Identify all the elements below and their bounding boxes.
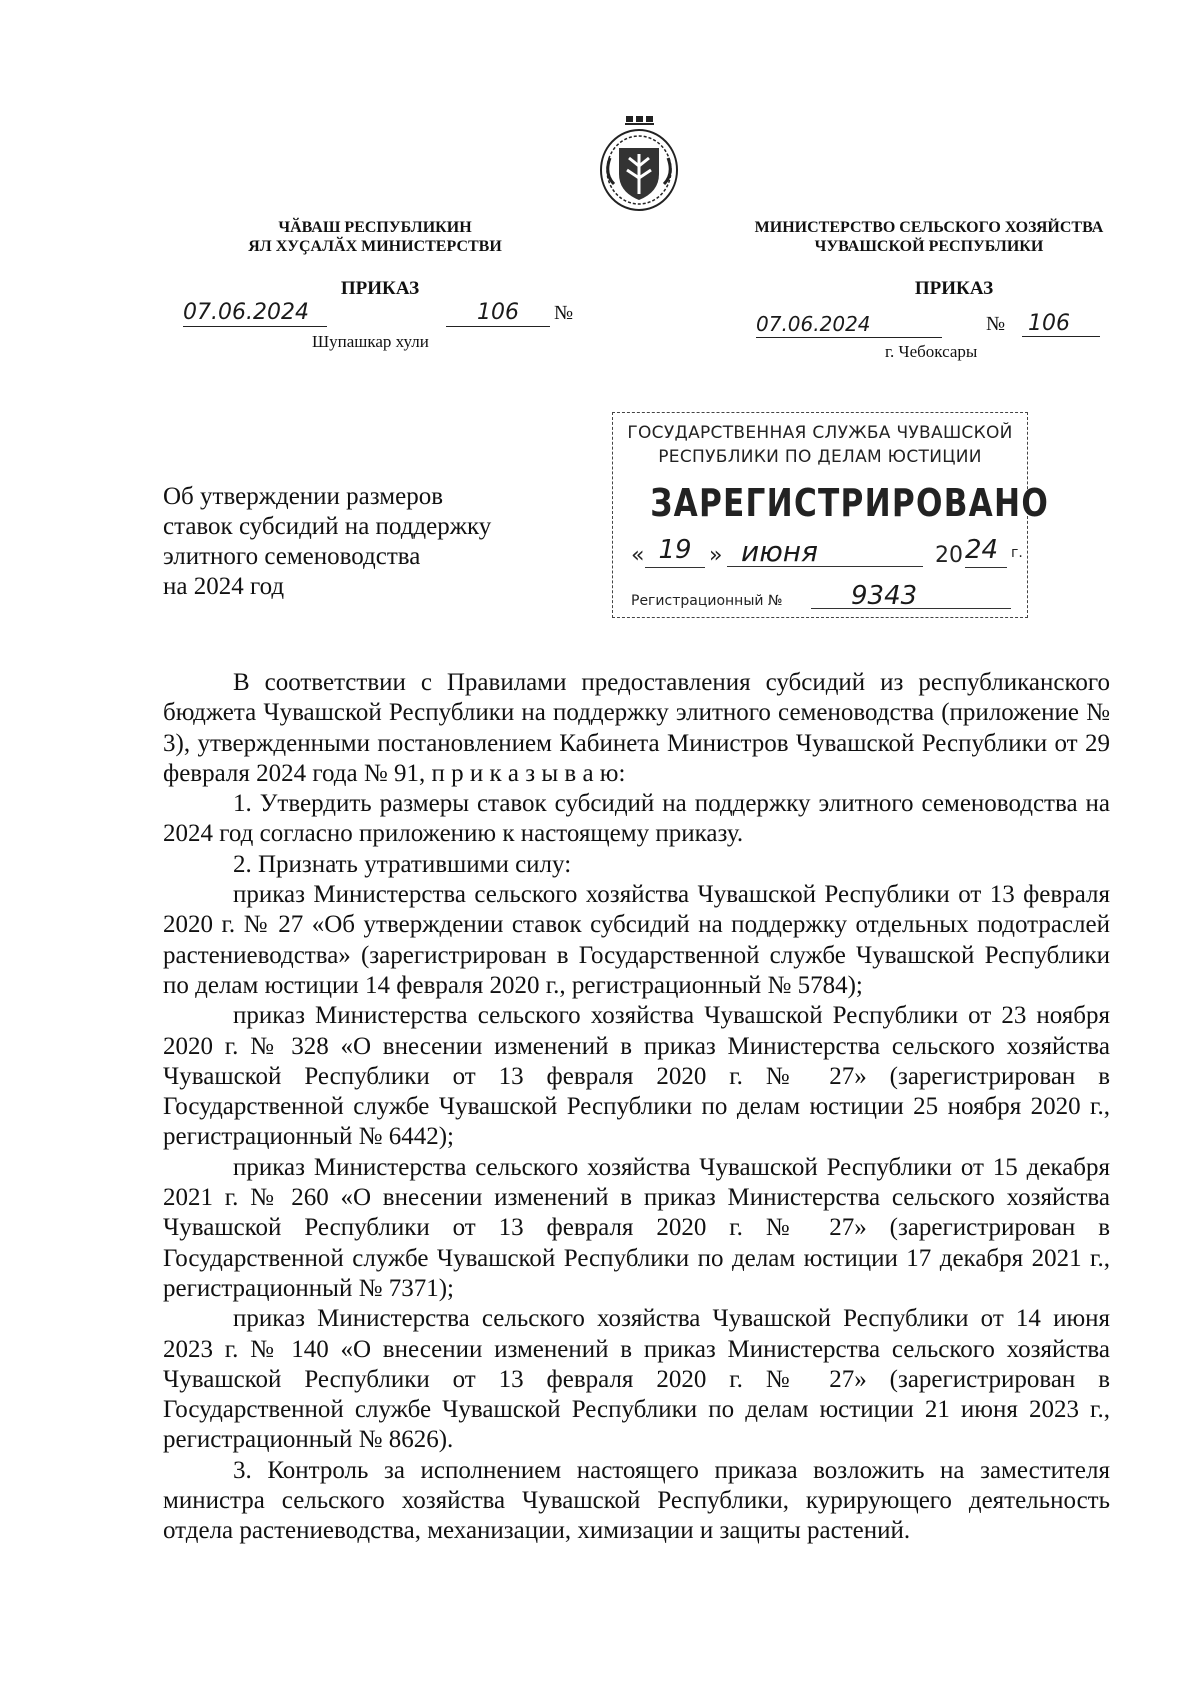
stamp-date-row (631, 535, 1021, 571)
ministry-name-chuvash-line2: ЯЛ ХУҪАЛӐХ МИНИСТЕРСТВИ (248, 238, 502, 255)
order-label-left: ПРИКАЗ (340, 278, 420, 299)
title-line4: на 2024 год (163, 573, 285, 600)
document-body (163, 668, 1110, 1547)
ministry-name-chuvash-line1: ЧӐВАШ РЕСПУБЛИКИН (278, 219, 472, 236)
item-2: 2. Признать утратившими силу: (233, 850, 572, 878)
registration-stamp (612, 412, 1050, 618)
stamp-month: июня (727, 535, 923, 567)
stamp-quote-open: « (631, 543, 645, 568)
stamp-registration-number: 9343 (811, 581, 1011, 609)
city-left: Шупашкар хули (312, 332, 429, 351)
ministry-name-russian-line1: МИНИСТЕРСТВО СЕЛЬСКОГО ХОЗЯЙСТВА (754, 219, 1104, 236)
stamp-registration-label: Регистрационный № (631, 593, 783, 609)
stamp-quote-close: » (709, 543, 723, 568)
preamble-text: В соответствии с Правилами предоставления субсидий из республиканского бюджета Чувашской Республики на поддержку элитного семеноводства (приложение № 3), утвержденными постановлением Кабинета Министров Чувашской Республики от 29 февраля 2024 года № 91, (163, 669, 1110, 787)
order-number-right: 106 (1022, 311, 1100, 337)
stamp-agency-line1: ГОСУДАРСТВЕННАЯ СЛУЖБА ЧУВАШСКОЙ (627, 423, 1013, 443)
order-date-right: 07.06.2024 (756, 311, 942, 338)
order-label-right: ПРИКАЗ (914, 278, 994, 299)
stamp-year-prefix: 20 (935, 543, 963, 568)
stamp-agency-line2: РЕСПУБЛИКИ ПО ДЕЛАМ ЮСТИЦИИ (658, 447, 982, 467)
order-verb: п р и к а з ы в а ю: (431, 759, 626, 787)
coat-of-arms-emblem (596, 114, 682, 212)
city-right: г. Чебоксары (885, 342, 978, 361)
ministry-name-russian-line2: ЧУВАШСКОЙ РЕСПУБЛИКИ (814, 238, 1044, 255)
number-sign-right: № (986, 313, 1006, 335)
ministry-name-chuvash (222, 218, 528, 256)
preamble-paragraph (163, 668, 1110, 789)
item-2-d: приказ Министерства сельского хозяйства Чувашской Республики от 14 июня 2023 г. № 140 «О внесении изменений в приказ Министерства сельского хозяйства Чувашской Республики от 13 февраля 2020 г. № 27» (зарегистрирован в Государственной службе Чувашской Республики по делам юстиции 21 июня 2023 г., регистрационный № 8626). (163, 1305, 1110, 1454)
stamp-status: ЗАРЕГИСТРИРОВАНО (650, 481, 1050, 525)
stamp-day: 19 (645, 535, 705, 568)
item-2-c: приказ Министерства сельского хозяйства Чувашской Республики от 15 декабря 2021 г. № 260 «О внесении изменений в приказ Министерства сельского хозяйства Чувашской Республики от 13 февраля 2020 г. № 27» (зарегистрирован в Государственной службе Чувашской Республики по делам юстиции 17 декабря 2021 г., регистрационный № 7371); (163, 1153, 1110, 1302)
ministry-name-russian (748, 218, 1110, 256)
title-line3: элитного семеноводства (163, 543, 421, 570)
stamp-year-unit: г. (1011, 545, 1023, 561)
title-line2: ставок субсидий на поддержку (163, 513, 492, 540)
title-line1: Об утверждении размеров (163, 483, 444, 510)
stamp-year-suffix: 24 (965, 535, 1007, 568)
document-title (163, 482, 523, 602)
item-2-b: приказ Министерства сельского хозяйства Чувашской Республики от 23 ноября 2020 г. № 328 «О внесении изменений в приказ Министерства сельского хозяйства Чувашской Республики от 13 февраля 2020 г. № 27» (зарегистрирован в Государственной службе Чувашской Республики по делам юстиции 25 ноября 2020 г., регистрационный № 6442); (163, 1002, 1110, 1151)
order-number-left: 106 (446, 300, 550, 327)
item-2-a: приказ Министерства сельского хозяйства Чувашской Республики от 13 февраля 2020 г. № 27 «Об утверждении ставок субсидий на поддержку отдельных подотраслей растениеводства» (зарегистрирован в Государственной службе Чувашской Республики по делам юстиции 14 февраля 2020 г., регистрационный № 5784); (163, 881, 1110, 999)
stamp-registration-row (631, 581, 1021, 611)
item-3: 3. Контроль за исполнением настоящего приказа возложить на заместителя министра сельского хозяйства Чувашской Республики, курирующего деятельность отдела растениеводства, механизации, химизации и защиты растений. (163, 1456, 1110, 1545)
item-1: 1. Утвердить размеры ставок субсидий на поддержку элитного семеноводства на 2024 год согласно приложению к настоящему приказу. (163, 790, 1110, 848)
order-date-left: 07.06.2024 (183, 300, 327, 327)
number-sign-left: № (554, 302, 574, 324)
